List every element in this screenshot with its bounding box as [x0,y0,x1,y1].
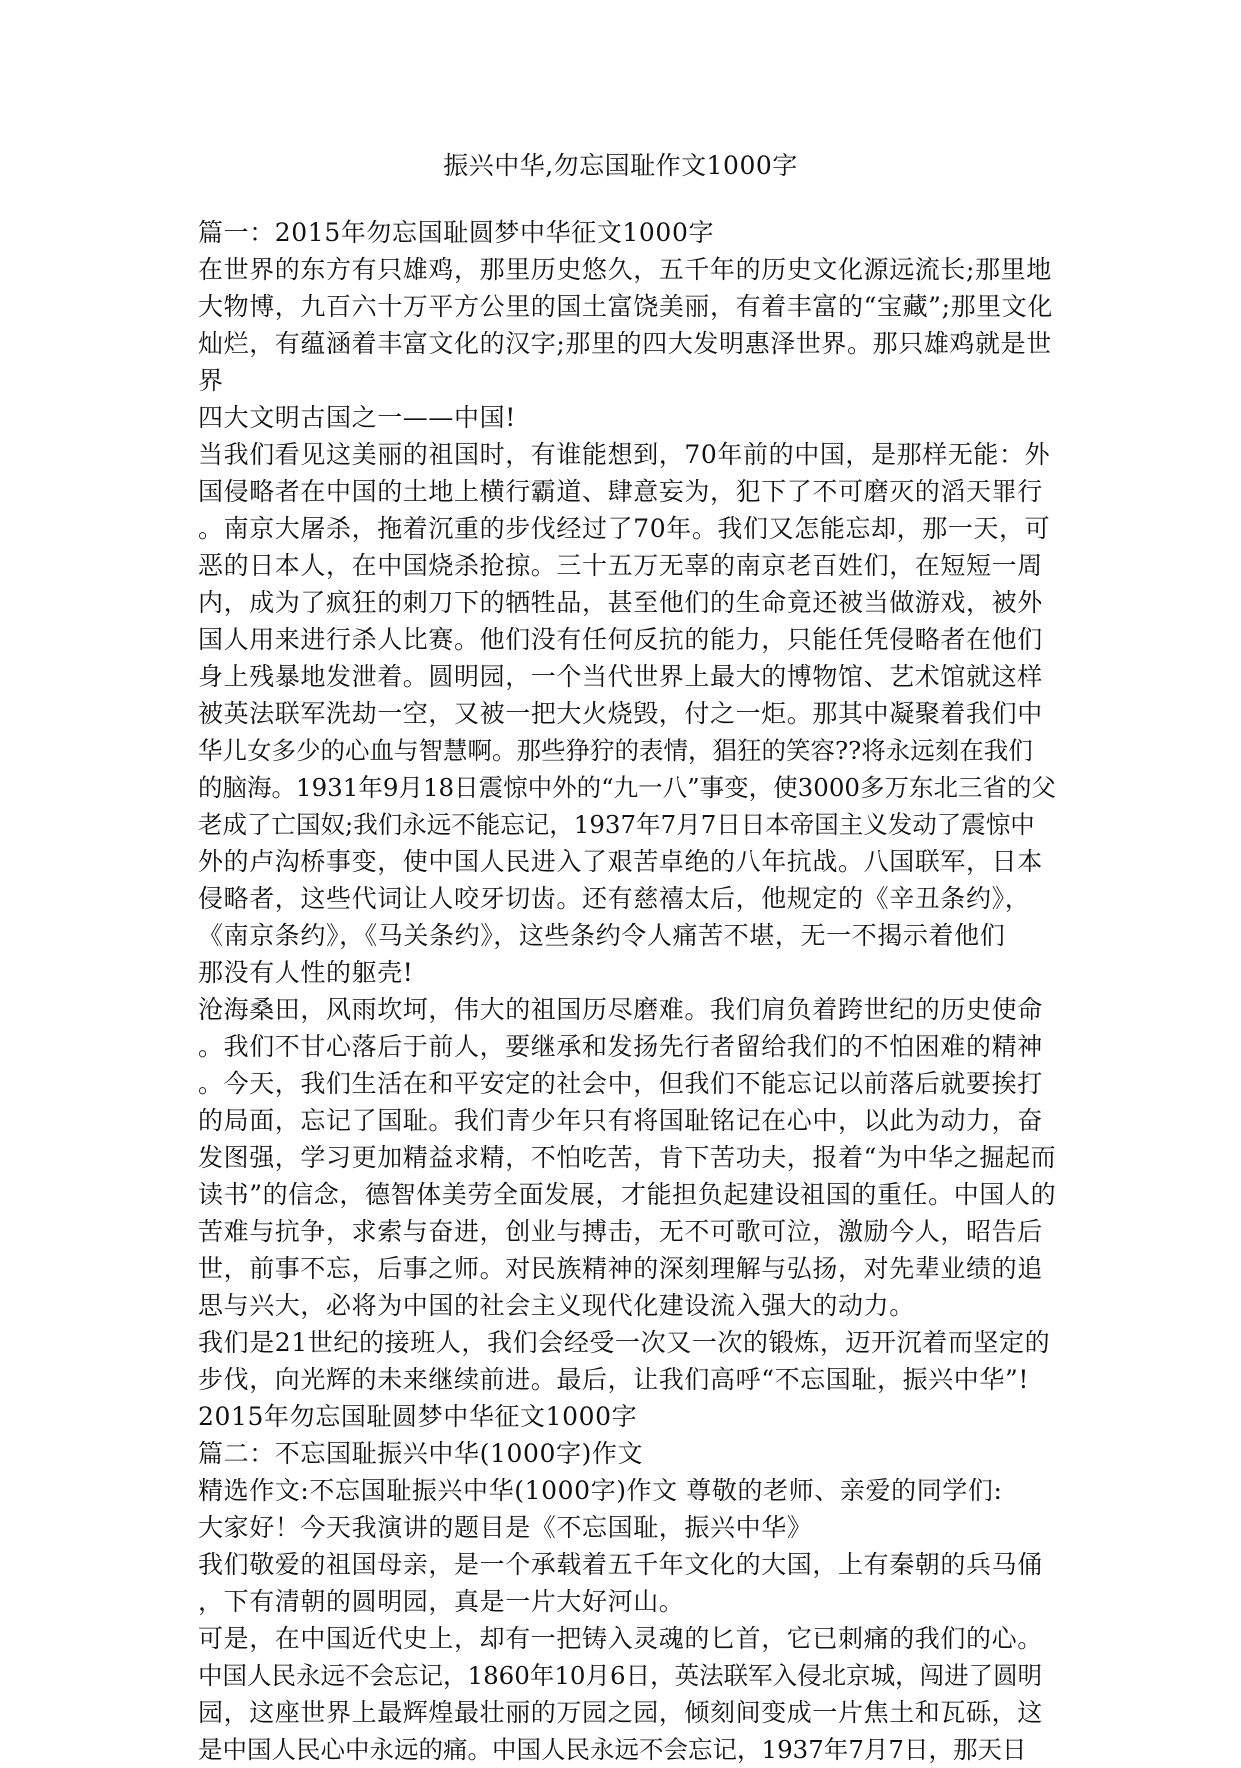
text-line: 四大文明古国之一——中国! [198,403,516,432]
text-line: 步伐，向光辉的未来继续前进。最后，让我们高呼“不忘国耻，振兴中华”! [198,1365,1030,1394]
text-line: 国人用来进行杀人比赛。他们没有任何反抗的能力，只能任凭侵略者在他们 [198,625,1043,654]
text-line: 发图强，学习更加精益求精，不怕吃苦，肯下苦功夫，报着“为中华之掘起而 [198,1143,1057,1172]
document-title: 振兴中华,勿忘国耻作文1000字 [443,151,798,180]
text-line: 侵略者，这些代词让人咬牙切齿。还有慈禧太后，他规定的《辛丑条约》， [198,884,1031,913]
text-line: 在世界的东方有只雄鸡，那里历史悠久，五千年的历史文化源远流长;那里地 [198,255,1052,284]
document-body [198,214,1058,1768]
text-line: 我们是21世纪的接班人，我们会经受一次又一次的锻炼，迈开沉着而坚定的 [198,1328,1051,1357]
text-line: 国侵略者在中国的土地上横行霸道、肆意妄为，犯下了不可磨灭的滔天罪行 [198,477,1043,506]
text-line: 界 [198,366,224,395]
text-line: 精选作文:不忘国耻振兴中华(1000字)作文 尊敬的老师、亲爱的同学们: [198,1476,1003,1505]
text-line: 恶的日本人，在中国烧杀抢掠。三十五万无辜的南京老百姓们，在短短一周 [198,551,1043,580]
text-line: 被英法联军洗劫一空，又被一把大火烧毁，付之一炬。那其中凝聚着我们中 [198,699,1043,728]
text-line: 那没有人性的躯壳! [198,958,414,987]
text-line: 世，前事不忘，后事之师。对民族精神的深刻理解与弘扬，对先辈业绩的追 [198,1254,1043,1283]
text-line: 思与兴大，必将为中国的社会主义现代化建设流入强大的动力。 [198,1291,915,1320]
text-line: 大物博，九百六十万平方公里的国土富饶美丽，有着丰富的“宝藏”;那里文化 [198,292,1053,321]
text-line: 外的卢沟桥事变，使中国人民进入了艰苦卓绝的八年抗战。八国联军，日本 [198,847,1043,876]
text-line: 可是，在中国近代史上，却有一把铸入灵魂的匕首，它已刺痛的我们的心。 [198,1624,1043,1653]
text-line: 。我们不甘心落后于前人，要继承和发扬先行者留给我们的不怕困难的精神 [198,1032,1043,1061]
text-line: 。南京大屠杀，拖着沉重的步伐经过了70年。我们又怎能忘却，那一天，可 [198,514,1051,543]
text-line: 华儿女多少的心血与智慧啊。那些狰狞的表情，猖狂的笑容??将永远刻在我们 [198,736,1033,765]
text-line: 大家好！今天我演讲的题目是《不忘国耻，振兴中华》 [198,1513,813,1542]
text-line: 沧海桑田，风雨坎坷，伟大的祖国历尽磨难。我们肩负着跨世纪的历史使命 [198,995,1043,1024]
text-line: 。今天，我们生活在和平安定的社会中，但我们不能忘记以前落后就要挨打 [198,1069,1043,1098]
text-line: 《南京条约》，《马关条约》，这些条约令人痛苦不堪，无一不揭示着他们 [198,921,1006,950]
text-line: ，下有清朝的圆明园，真是一片大好河山。 [198,1587,685,1616]
text-line: 老成了亡国奴;我们永远不能忘记，1937年7月7日日本帝国主义发动了震惊中 [198,810,1035,839]
text-line: 篇一：2015年勿忘国耻圆梦中华征文1000字 [198,218,715,247]
text-line: 园，这座世界上最辉煌最壮丽的万园之园，倾刻间变成一片焦土和瓦砾，这 [198,1698,1043,1727]
text-line: 我们敬爱的祖国母亲，是一个承载着五千年文化的大国，上有秦朝的兵马俑 [198,1550,1043,1579]
text-line: 读书”的信念，德智体美劳全面发展，才能担负起建设祖国的重任。中国人的 [198,1180,1057,1209]
text-line: 的局面，忘记了国耻。我们青少年只有将国耻铭记在心中，以此为动力，奋 [198,1106,1043,1135]
text-line: 灿烂，有蕴涵着丰富文化的汉字;那里的四大发明惠泽世界。那只雄鸡就是世 [198,329,1052,358]
text-line: 2015年勿忘国耻圆梦中华征文1000字 [198,1402,638,1431]
text-line: 篇二：不忘国耻振兴中华(1000字)作文 [198,1439,644,1468]
text-line: 内，成为了疯狂的刺刀下的牺牲品，甚至他们的生命竟还被当做游戏，被外 [198,588,1043,617]
text-line: 中国人民永远不会忘记，1860年10月6日，英法联军入侵北京城，闯进了圆明 [198,1661,1043,1690]
text-line: 是中国人民心中永远的痛。中国人民永远不会忘记，1937年7月7日，那天日 [198,1735,1027,1764]
text-line: 当我们看见这美丽的祖国时，有谁能想到，70年前的中国，是那样无能：外 [198,440,1051,469]
text-line: 的脑海。1931年9月18日震惊中外的“九一八”事变，使3000多万东北三省的父 [198,773,1057,802]
text-line: 身上残暴地发泄着。圆明园，一个当代世界上最大的博物馆、艺术馆就这样 [198,662,1043,691]
text-line: 苦难与抗争，求索与奋进，创业与搏击，无不可歌可泣，激励今人，昭告后 [198,1217,1043,1246]
